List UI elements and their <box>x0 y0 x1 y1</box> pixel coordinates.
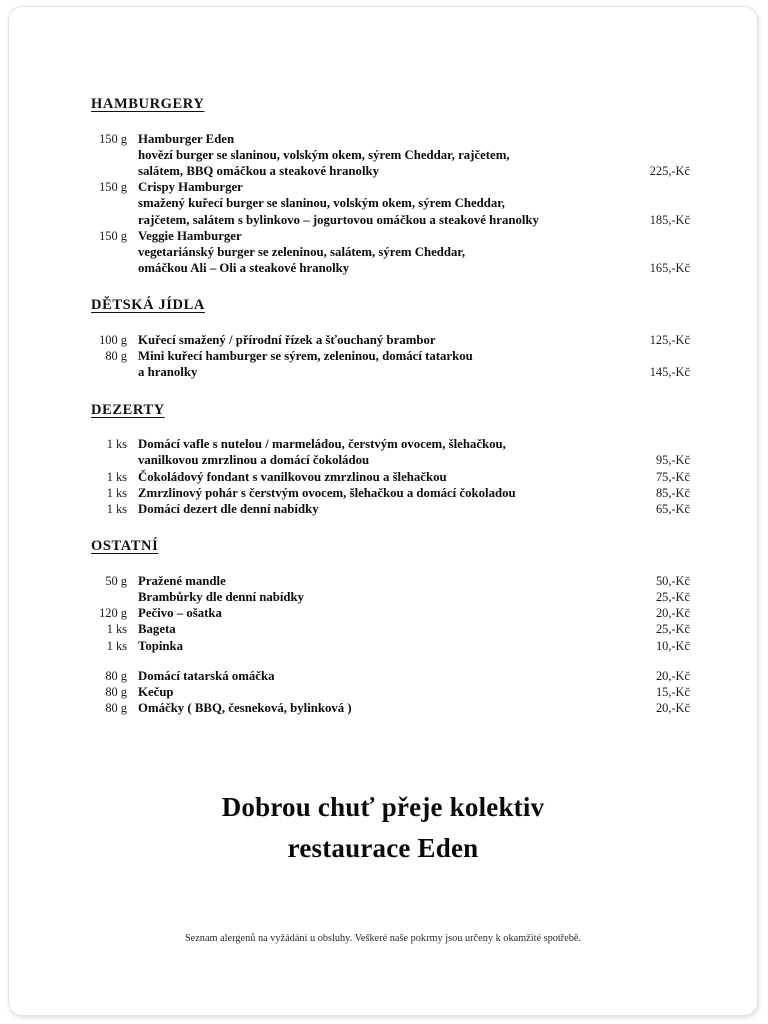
menu-item-description-line: vegetariánský burger se zeleninou, salátem, sýrem Cheddar, <box>138 244 466 259</box>
item-group-spacer <box>86 654 690 668</box>
section-heading: DEZERTY <box>91 401 165 418</box>
price-value: 85,-Kč <box>655 485 690 500</box>
menu-page-content <box>9 7 757 1015</box>
menu-item-row <box>86 131 690 180</box>
menu-item-name: Zmrzlinový pohár s čerstvým ovocem, šlehačkou a domácí čokoladou <box>138 485 516 500</box>
menu-item-quantity: 1 ks <box>106 501 127 516</box>
section-spacer <box>86 381 690 401</box>
menu-section-hamburgery <box>86 95 690 276</box>
menu-item-row <box>86 605 690 621</box>
menu-item-row <box>86 485 690 501</box>
menu-item-description-line: vanilkovou zmrzlinou a domácí čokoládou <box>138 453 370 468</box>
menu-item-text <box>127 668 624 684</box>
menu-item-price <box>624 700 690 716</box>
menu-item-text <box>127 332 624 348</box>
menu-item-row <box>86 621 690 637</box>
price-value: 125,-Kč <box>649 332 690 347</box>
menu-item-quantity: 1 ks <box>106 622 127 637</box>
menu-item-row <box>86 436 690 468</box>
menu-item-row <box>86 668 690 684</box>
menu-item-row <box>86 228 690 277</box>
menu-item-quantity: 1 ks <box>106 469 127 484</box>
menu-item-quantity: 1 ks <box>106 437 127 452</box>
menu-item-name: Domácí dezert dle denní nabídky <box>138 501 319 516</box>
price-value: 10,-Kč <box>655 638 690 653</box>
menu-item-quantity: 80 g <box>105 701 127 716</box>
menu-item-text <box>127 700 624 716</box>
price-align-spacer <box>624 131 690 147</box>
section-heading: DĚTSKÁ JÍDLA <box>91 297 205 314</box>
menu-item-price <box>624 348 690 380</box>
price-value: 65,-Kč <box>655 501 690 516</box>
menu-item-price <box>624 638 690 654</box>
menu-item-name: Domácí tatarská omáčka <box>138 668 275 683</box>
section-heading: HAMBURGERY <box>91 96 205 112</box>
price-align-spacer <box>624 228 690 244</box>
menu-item-name: Bageta <box>138 622 176 637</box>
menu-item-name: Kuřecí smažený / přírodní řízek a šťouchaný brambor <box>138 332 436 347</box>
section-heading: OSTATNÍ <box>91 538 159 555</box>
closing-line-1: Dobrou chuť přeje kolektiv <box>221 792 545 822</box>
heading-spacer <box>86 119 690 131</box>
price-align-spacer <box>624 348 690 364</box>
menu-item-quantity: 50 g <box>105 573 127 588</box>
menu-item-text <box>127 485 624 501</box>
section-item-list <box>86 131 690 277</box>
menu-item-price <box>624 668 690 684</box>
section-spacer <box>86 276 690 296</box>
menu-item-name: Topinka <box>138 638 184 653</box>
price-value: 185,-Kč <box>649 212 690 227</box>
price-align-spacer <box>624 195 690 211</box>
price-value: 20,-Kč <box>655 668 690 683</box>
menu-item-text <box>127 348 624 380</box>
price-value: 20,-Kč <box>655 606 690 621</box>
menu-item-quantity: 1 ks <box>106 638 127 653</box>
menu-item-description-line: hovězí burger se slaninou, volským okem, sýrem Cheddar, rajčetem, <box>138 147 510 162</box>
price-value: 225,-Kč <box>649 163 690 178</box>
menu-sections-container <box>86 95 690 716</box>
menu-item-name: Čokoládový fondant s vanilkovou zmrzlinou a šlehačkou <box>138 469 447 484</box>
price-value: 75,-Kč <box>655 469 690 484</box>
price-value: 165,-Kč <box>649 261 690 276</box>
price-value: 25,-Kč <box>655 589 690 604</box>
price-value: 50,-Kč <box>655 573 690 588</box>
menu-item-description-line: smažený kuřecí burger se slaninou, volským okem, sýrem Cheddar, <box>138 196 505 211</box>
menu-item-price <box>624 228 690 277</box>
menu-item-row <box>86 179 690 228</box>
menu-item-price <box>624 573 690 589</box>
menu-item-text <box>127 573 624 589</box>
menu-section-ostatni <box>86 537 690 716</box>
menu-item-price <box>624 131 690 180</box>
heading-spacer <box>86 320 690 332</box>
menu-item-row <box>86 700 690 716</box>
section-item-list <box>86 436 690 517</box>
menu-item-name: Mini kuřecí hamburger se sýrem, zeleninou, domácí tatarkou <box>138 349 473 364</box>
menu-item-description-line: a hranolky <box>138 365 198 380</box>
price-align-spacer <box>624 244 690 260</box>
menu-item-price <box>624 179 690 228</box>
section-item-list <box>86 332 690 381</box>
menu-item-text <box>127 436 624 468</box>
price-value: 15,-Kč <box>655 684 690 699</box>
section-spacer <box>86 517 690 537</box>
allergen-footnote: Seznam alergenů na vyžádání u obsluhy. Veškeré naše pokrmy jsou určeny k okamžité spotřebě. <box>184 933 582 944</box>
menu-item-name: Pečivo – ošatka <box>138 606 222 621</box>
menu-item-row <box>86 332 690 348</box>
menu-item-quantity: 80 g <box>105 349 127 364</box>
closing-line-2: restaurace Eden <box>287 833 479 863</box>
heading-spacer <box>86 424 690 436</box>
menu-item-price <box>624 501 690 517</box>
menu-item-description-line: omáčkou Ali – Oli a steakové hranolky <box>138 261 350 276</box>
closing-message <box>9 787 757 869</box>
menu-item-text <box>127 684 624 700</box>
menu-item-name: Domácí vafle s nutelou / marmeládou, čerstvým ovocem, šlehačkou, <box>138 437 506 452</box>
menu-item-quantity: 150 g <box>99 131 127 146</box>
menu-item-text <box>127 501 624 517</box>
menu-item-description-line: salátem, BBQ omáčkou a steakové hranolky <box>138 163 380 178</box>
menu-item-name: Kečup <box>138 684 174 699</box>
section-item-list <box>86 573 690 717</box>
menu-item-row <box>86 469 690 485</box>
menu-item-quantity: 150 g <box>99 228 127 243</box>
price-value: 20,-Kč <box>655 701 690 716</box>
menu-section-detska-jidla <box>86 296 690 380</box>
price-align-spacer <box>624 147 690 163</box>
menu-item-row <box>86 638 690 654</box>
menu-item-price <box>624 605 690 621</box>
menu-item-text <box>127 605 624 621</box>
menu-item-text <box>127 131 624 180</box>
menu-item-text <box>127 228 624 277</box>
menu-item-name: Omáčky ( BBQ, česneková, bylinková ) <box>138 701 352 716</box>
menu-item-name: Veggie Hamburger <box>138 228 242 243</box>
menu-item-quantity: 150 g <box>99 180 127 195</box>
menu-item-text <box>127 469 624 485</box>
price-align-spacer <box>624 436 690 452</box>
menu-item-name: Crispy Hamburger <box>138 180 243 195</box>
menu-item-price <box>624 469 690 485</box>
menu-item-text <box>127 621 624 637</box>
menu-item-row <box>86 348 690 380</box>
price-value: 25,-Kč <box>655 622 690 637</box>
menu-item-price <box>624 436 690 468</box>
menu-item-quantity: 1 ks <box>106 485 127 500</box>
menu-item-name: Hamburger Eden <box>138 131 235 146</box>
menu-item-text <box>127 179 624 228</box>
menu-page-sheet <box>8 6 758 1016</box>
menu-item-row <box>86 589 690 605</box>
menu-item-name: Brambůrky dle denní nabídky <box>138 589 305 604</box>
menu-item-row <box>86 573 690 589</box>
menu-section-dezerty <box>86 401 690 518</box>
price-value: 145,-Kč <box>649 365 690 380</box>
price-align-spacer <box>624 179 690 195</box>
menu-item-name: Pražené mandle <box>138 573 226 588</box>
menu-item-quantity: 100 g <box>99 332 127 347</box>
menu-item-price <box>624 621 690 637</box>
menu-item-price <box>624 589 690 605</box>
menu-item-text <box>127 638 624 654</box>
price-value: 95,-Kč <box>655 453 690 468</box>
menu-item-price <box>624 485 690 501</box>
menu-item-quantity: 80 g <box>105 668 127 683</box>
menu-item-row <box>86 501 690 517</box>
heading-spacer <box>86 561 690 573</box>
menu-item-quantity: 80 g <box>105 684 127 699</box>
menu-item-description-line: rajčetem, salátem s bylinkovo – jogurtovou omáčkou a steakové hranolky <box>138 212 539 227</box>
menu-item-price <box>624 332 690 348</box>
menu-item-quantity: 120 g <box>99 606 127 621</box>
menu-item-price <box>624 684 690 700</box>
menu-item-row <box>86 684 690 700</box>
menu-item-text <box>127 589 624 605</box>
